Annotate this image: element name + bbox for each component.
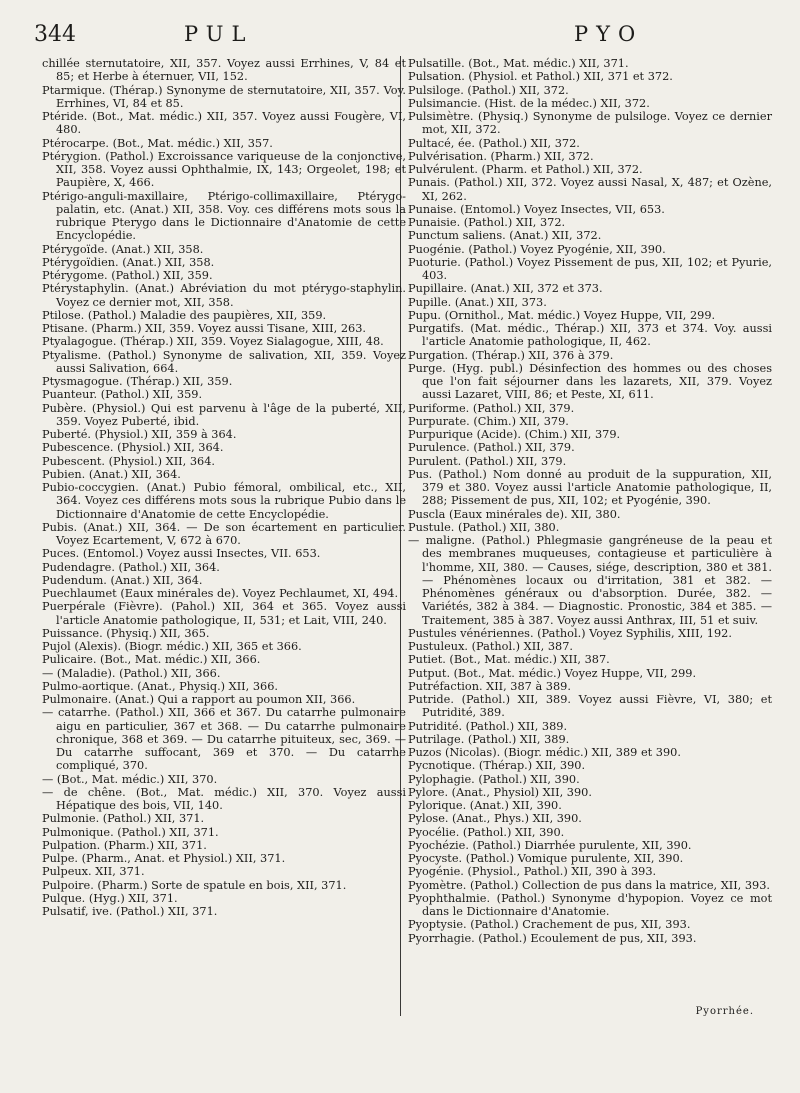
index-entry: Pyoptysie. (Pathol.) Crachement de pus, XII, 393. [408,918,691,932]
index-entry: Pus. (Pathol.) Nom donné au produit de la suppuration, XII, 379 et 380. Voyez aussi l'article Anatomie pathologique, II, 288; Pissement de pus, XII, 102; et Pyogénie, 390. [408,467,772,508]
index-entry: Pulpoire. (Pharm.) Sorte de spatule en bois, XII, 371. [42,878,347,892]
page-number: 344 [34,22,76,47]
index-entry: Puriforme. (Pathol.) XII, 379. [408,401,575,415]
index-entry: Pylose. (Anat., Phys.) XII, 390. [408,812,582,826]
index-entry: Pulque. (Hyg.) XII, 371. [42,891,178,905]
index-entry: Pyorrhagie. (Pathol.) Ecoulement de pus, XII, 393. [408,931,697,945]
index-entry: Pultacé, ée. (Pathol.) XII, 372. [408,136,580,150]
index-entry: Pyophthalmie. (Pathol.) Synonyme d'hypopion. Voyez ce mot dans le Dictionnaire d'Anatomie. [408,891,772,918]
index-entry: Pylorique. (Anat.) XII, 390. [408,799,562,812]
index-entry: Pyocélie. (Pathol.) XII, 390. [408,825,565,839]
index-entry: Punaisie. (Pathol.) XII, 372. [408,216,566,229]
page-header [34,22,766,48]
index-entry: Pylore. (Anat., Physiol) XII, 390. [408,785,592,799]
index-entry: Purpurique (Acide). (Chim.) XII, 379. [408,428,621,441]
index-entry: — (Bot., Mat. médic.) XII, 370. [42,772,218,786]
index-entry: Ptérocarpe. (Bot., Mat. médic.) XII, 357. [42,136,273,150]
index-entry: Ptéride. (Bot., Mat. médic.) XII, 357. Voyez aussi Fougère, VI, 480. [42,110,406,137]
index-entry: Pulmonie. (Pathol.) XII, 371. [42,812,205,826]
index-entry: Pulsiloge. (Pathol.) XII, 372. [408,83,569,97]
index-entry: Pyochézie. (Pathol.) Diarrhée purulente, XII, 390. [408,838,692,852]
index-entry: — (Maladie). (Pathol.) XII, 366. [42,666,221,680]
index-entry: Ptérystaphylin. (Anat.) Abréviation du mot ptérygo-staphylin. Voyez ce dernier mot, XII, 358. [42,282,406,309]
index-entry: Pycnotique. (Thérap.) XII, 390. [408,759,586,773]
index-entry: Pulvérisation. (Pharm.) XII, 372. [408,149,594,163]
index-entry: Ptilose. (Pathol.) Maladie des paupières, XII, 359. [42,308,327,322]
index-entry: Purgatifs. (Mat. médic., Thérap.) XII, 373 et 374. Voy. aussi l'article Anatomie pathologique, II, 462. [408,322,772,349]
index-entry: Pubis. (Anat.) XII, 364. — De son écartement en particulier. Voyez Ecartement, V, 672 à 670. [42,520,406,547]
index-entry: Pulpeux. XII, 371. [42,865,145,879]
index-entry: Ptérygome. (Pathol.) XII, 359. [42,269,213,282]
index-entry: Putride. (Pathol.) XII, 389. Voyez aussi Fièvre, VI, 380; et Putridité, 389. [408,693,772,720]
index-entry: Puoturie. (Pathol.) Voyez Pissement de pus, XII, 102; et Pyurie, 403. [408,255,772,282]
index-entry: Pubère. (Physiol.) Qui est parvenu à l'âge de la puberté, XII, 359. Voyez Puberté, ibid. [42,401,406,428]
running-head-left: PUL [184,22,254,46]
index-entry: Purulence. (Pathol.) XII, 379. [408,441,575,455]
index-entry: Pulsimancie. (Hist. de la médec.) XII, 372. [408,96,650,110]
index-entry: Puberté. (Physiol.) XII, 359 à 364. [42,428,237,441]
index-entry: Pulicaire. (Bot., Mat. médic.) XII, 366. [42,653,261,667]
running-head-right: PYO [574,22,644,46]
index-entry: Putridité. (Pathol.) XII, 389. [408,719,568,733]
index-entry: Ptérygoïde. (Anat.) XII, 358. [42,242,204,256]
index-entry: Pupu. (Ornithol., Mat. médic.) Voyez Huppe, VII, 299. [408,308,716,322]
index-entry: Puscla (Eaux minérales de). XII, 380. [408,507,621,521]
index-entry: Pubio-coccygien. (Anat.) Pubio fémoral, ombilical, etc., XII, 364. Voyez ces différens mots sous la rubrique Pubio dans le Dictionnaire d'Anatomie de cette Encyclopédie. [42,481,406,521]
index-entry: Puces. (Entomol.) Voyez aussi Insectes, VII. 653. [42,547,321,561]
index-entry: Puogénie. (Pathol.) Voyez Pyogénie, XII, 390. [408,242,666,256]
index-entry: Ptérygoïdien. (Anat.) XII, 358. [42,255,215,269]
index-entry: Puechlaumet (Eaux minérales de). Voyez Pechlaumet, XI, 494. [42,587,399,600]
index-entry: Pubescence. (Physiol.) XII, 364. [42,441,224,455]
index-entry: Purgation. (Thérap.) XII, 376 à 379. [408,348,614,362]
index-entry: Ptisane. (Pharm.) XII, 359. Voyez aussi Tisane, XIII, 263. [42,322,366,335]
index-entry: Pylophagie. (Pathol.) XII, 390. [408,772,580,786]
index-entry: Putiet. (Bot., Mat. médic.) XII, 387. [408,653,610,667]
index-entry: Pulvérulent. (Pharm. et Pathol.) XII, 372. [408,163,643,176]
index-entry: Pulsimètre. (Physiq.) Synonyme de pulsiloge. Voyez ce dernier mot, XII, 372. [408,110,772,137]
index-entry: Pupille. (Anat.) XII, 373. [408,295,547,309]
index-entry: chillée sternutatoire, XII, 357. Voyez aussi Errhines, V, 84 et 85; et Herbe à éternuer, VII, 152. [42,57,406,84]
index-entry: Pyogénie. (Physiol., Pathol.) XII, 390 à 393. [408,865,657,879]
index-entry: Pubescent. (Physiol.) XII, 364. [42,454,215,468]
index-entry: Punais. (Pathol.) XII, 372. Voyez aussi Nasal, X, 487; et Ozène, XI, 262. [408,176,772,203]
catchword: Pyorrhée. [695,1006,754,1017]
index-entry: Purpurate. (Chim.) XII, 379. [408,414,569,428]
index-entry: — catarrhe. (Pathol.) XII, 366 et 367. Du catarrhe pulmonaire aigu en particulier, 367 et 368. — Du catarrhe pulmonaire chronique, 368 et 369. — Du catarrhe pituiteux, sec, 369. — Du catarrhe suffocant, 369 et 370. — Du catarrhe compliqué, 370. [42,706,406,773]
index-entry: Punaise. (Entomol.) Voyez Insectes, VII, 653. [408,202,665,216]
index-entry: Putput. (Bot., Mat. médic.) Voyez Huppe, VII, 299. [408,666,697,680]
index-entry: Puzos (Nicolas). (Biogr. médic.) XII, 389 et 390. [408,746,681,759]
index-entry: Ptyalisme. (Pathol.) Synonyme de salivation, XII, 359. Voyez aussi Salivation, 664. [42,348,406,375]
index-entry: Pubien. (Anat.) XII, 364. [42,467,181,481]
index-entry: Punctum saliens. (Anat.) XII, 372. [408,229,602,243]
index-entry: Ptérigo-anguli-maxillaire, Ptérigo-collimaxillaire, Ptérygo-palatin, etc. (Anat.) XII, 358. Voy. ces différens mots sous la rubrique Pterygo dans le Dictionnaire d'Anatomie de cette Encyclopédie. [42,189,406,243]
index-entry: Pustule. (Pathol.) XII, 380. [408,520,560,534]
index-entry: Pulmonique. (Pathol.) XII, 371. [42,825,219,839]
index-entry: Pulsatille. (Bot., Mat. médic.) XII, 371. [408,57,629,70]
index-entry: Putrilage. (Pathol.) XII, 389. [408,732,570,746]
index-entry: Pudendagre. (Pathol.) XII, 364. [42,560,220,574]
index-entry: Putréfaction. XII, 387 à 389. [408,679,571,693]
index-entry: Pyocyste. (Pathol.) Vomique purulente, XII, 390. [408,852,684,865]
index-entry: Pustuleux. (Pathol.) XII, 387. [408,640,573,653]
index-entry: Purulent. (Pathol.) XII, 379. [408,454,567,468]
index-entry: Pustules vénériennes. (Pathol.) Voyez Syphilis, XIII, 192. [408,626,732,640]
index-entry: Pulsatif, ive. (Pathol.) XII, 371. [42,905,218,918]
index-entry: Pyomètre. (Pathol.) Collection de pus dans la matrice, XII, 393. [408,878,771,892]
index-entry: — de chêne. (Bot., Mat. médic.) XII, 370. Voyez aussi Hépatique des bois, VII, 140. [42,785,406,812]
index-entry: Purge. (Hyg. publ.) Désinfection des hommes ou des choses que l'on fait séjourner dans les lazarets, XII, 379. Voyez aussi Lazaret, VIII, 86; et Peste, XI, 611. [408,361,772,402]
index-entry: Puanteur. (Pathol.) XII, 359. [42,388,203,402]
index-entry: Pujol (Alexis). (Biogr. médic.) XII, 365 et 366. [42,640,302,653]
right-column [408,57,772,945]
index-entry: Pulmo-aortique. (Anat., Physiq.) XII, 366. [42,679,278,693]
left-column [42,57,406,918]
index-entry: Pulsation. (Physiol. et Pathol.) XII, 371 et 372. [408,70,673,84]
index-entry: Pulpation. (Pharm.) XII, 371. [42,838,207,852]
index-entry: Ptyalagogue. (Thérap.) XII, 359. Voyez Sialagogue, XIII, 48. [42,335,384,349]
index-entry: Pudendum. (Anat.) XII, 364. [42,573,203,587]
index-entry: Ptysmagogue. (Thérap.) XII, 359. [42,375,233,388]
index-entry: Puerpérale (Fièvre). (Pahol.) XII, 364 et 365. Voyez aussi l'article Anatomie pathologique, II, 531; et Lait, VIII, 240. [42,600,406,627]
index-entry: Pupillaire. (Anat.) XII, 372 et 373. [408,282,603,296]
index-entry: — maligne. (Pathol.) Phlegmasie gangréneuse de la peau et des membranes muqueuses, contagieuse et particulière à l'homme, XII, 380. — Causes, siége, description, 380 et 381. — Phénomènes locaux ou d'irritation, 381 et 382. — Phénomènes généraux ou d'absorption. Durée, 382. — Variétés, 382 à 384. — Diagnostic. Pronostic, 384 et 385. — Traitement, 385 à 387. Voyez aussi Anthrax, III, 51 et suiv. [408,534,772,627]
index-entry: Pulmonaire. (Anat.) Qui a rapport au poumon XII, 366. [42,693,356,706]
index-entry: Ptérygion. (Pathol.) Excroissance variqueuse de la conjonctive, XII, 358. Voyez aussi Ophthalmie, IX, 143; Orgeolet, 198; et Paupière, X, 466. [42,149,406,190]
index-entry: Pulpe. (Pharm., Anat. et Physiol.) XII, 371. [42,852,286,865]
index-entry: Ptarmique. (Thérap.) Synonyme de sternutatoire, XII, 357. Voy. Errhines, VI, 84 et 85. [42,83,406,110]
index-entry: Puissance. (Physiq.) XII, 365. [42,626,210,640]
